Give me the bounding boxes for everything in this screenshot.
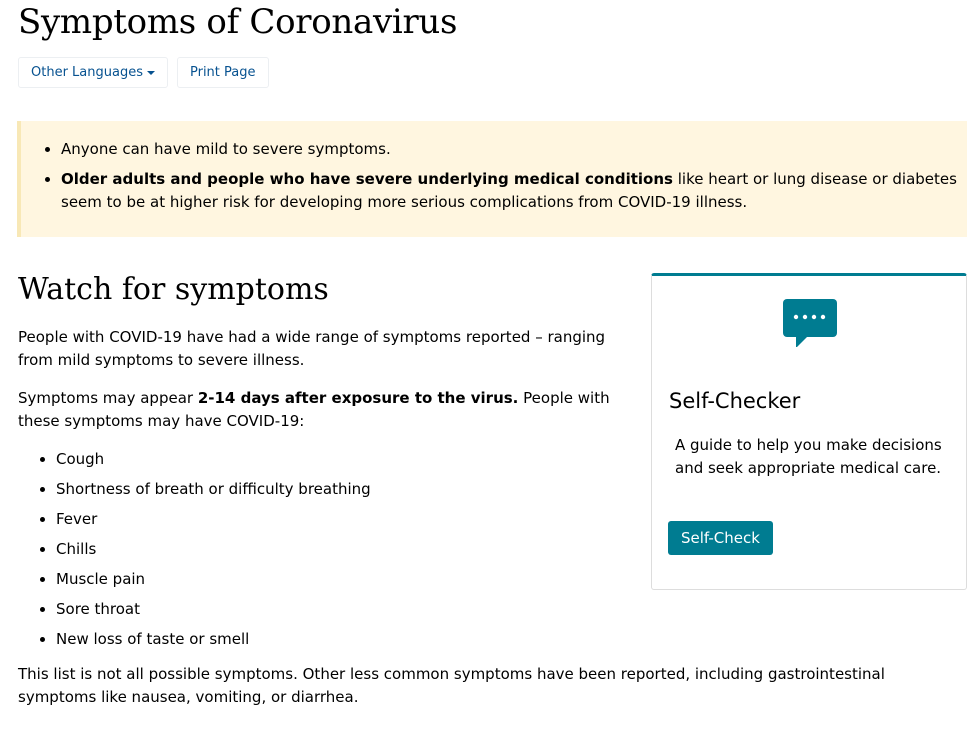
- symptom-item: • Shortness of breath or difficulty breathing: [56, 478, 628, 501]
- intro-paragraph: People with COVID-19 have had a wide range of symptoms reported – ranging from mild symptoms to severe illness.: [18, 328, 606, 369]
- callout-bold: Older adults and people who have severe underlying medical conditions: [61, 170, 673, 188]
- onset-bold: 2-14 days after exposure to the virus.: [197, 389, 519, 407]
- page-title: Symptoms of Coronavirus: [18, 2, 458, 42]
- print-page-button[interactable]: Print Page: [177, 57, 269, 88]
- disclaimer-paragraph: This list is not all possible symptoms. Other less common symptoms have been reported, including gastrointestinal symptoms like nausea, vomiting, or diarrhea.: [18, 665, 885, 706]
- section-heading: Watch for symptoms: [18, 272, 329, 307]
- caret-down-icon: [147, 71, 155, 75]
- card-title: Self-Checker: [669, 389, 801, 413]
- card-description: A guide to help you make decisions and seek appropriate medical care.: [675, 436, 942, 477]
- onset-paragraph: [18, 387, 628, 433]
- onset-text-end: People with these symptoms may have COVID-19:: [18, 389, 610, 430]
- symptom-item: • New loss of taste or smell: [56, 628, 628, 651]
- symptom-item: • Sore throat: [56, 598, 628, 621]
- self-checker-card: [651, 273, 967, 590]
- onset-text: Symptoms may appear: [18, 389, 198, 407]
- chat-bubble-icon: [783, 299, 837, 347]
- self-check-button[interactable]: Self-Check: [668, 521, 773, 555]
- callout-text: like heart or lung disease or diabetes seem to be at higher risk for developing more serious complications from COVID-19 illness.: [61, 170, 957, 211]
- symptom-item: • Chills: [56, 538, 628, 561]
- page-actions: [18, 57, 269, 88]
- symptom-list: [18, 448, 628, 651]
- symptom-item: • Cough: [56, 448, 628, 471]
- key-points-callout: [17, 121, 967, 237]
- symptom-item: • Fever: [56, 508, 628, 531]
- symptom-item: • Muscle pain: [56, 568, 628, 591]
- callout-item: • Anyone can have mild to severe symptoms.: [61, 138, 967, 161]
- other-languages-button[interactable]: [18, 57, 168, 88]
- other-languages-label: Other Languages: [31, 65, 143, 80]
- callout-item: [61, 168, 967, 214]
